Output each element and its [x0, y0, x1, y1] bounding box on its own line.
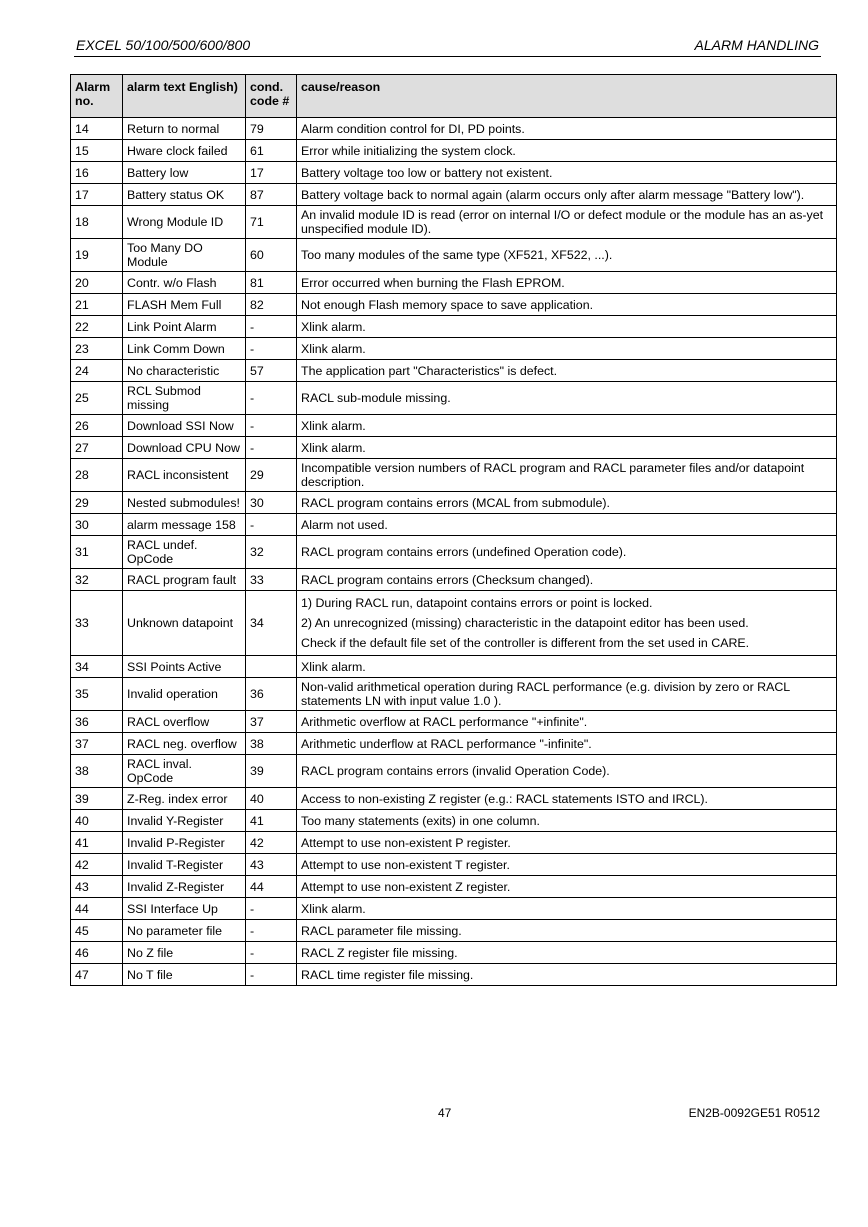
- cond-code-cell: 87: [246, 184, 297, 206]
- alarm-number-cell: 21: [71, 294, 123, 316]
- cause-cell: [297, 140, 837, 162]
- alarm-number-cell: 31: [71, 536, 123, 569]
- column-header-alarm-no: Alarm no.: [71, 75, 123, 118]
- cond-code-cell: 38: [246, 733, 297, 755]
- cond-code-cell: 32: [246, 536, 297, 569]
- alarm-number-cell: 15: [71, 140, 123, 162]
- table-row: [71, 338, 837, 360]
- table-row: [71, 569, 837, 591]
- alarm-number-cell: 32: [71, 569, 123, 591]
- table-row: [71, 942, 837, 964]
- table-row: [71, 898, 837, 920]
- alarm-number-cell: 14: [71, 118, 123, 140]
- cause-line: Xlink alarm.: [301, 341, 366, 356]
- cause-line: 1) During RACL run, datapoint contains errors or point is locked.: [301, 596, 653, 610]
- cause-line: Xlink alarm.: [301, 659, 366, 674]
- cond-code-cell: -: [246, 920, 297, 942]
- table-row: [71, 316, 837, 338]
- table-row: [71, 514, 837, 536]
- cond-code-cell: 82: [246, 294, 297, 316]
- cause-cell: [297, 656, 837, 678]
- cause-line: RACL program contains errors (undefined Operation code).: [301, 545, 627, 559]
- alarm-number-cell: 39: [71, 788, 123, 810]
- table-row: [71, 184, 837, 206]
- cause-cell: [297, 415, 837, 437]
- cause-line: 2) An unrecognized (missing) characteristic in the datapoint editor has been used.: [301, 616, 749, 630]
- table-row: [71, 118, 837, 140]
- alarm-text-cell: FLASH Mem Full: [123, 294, 246, 316]
- cond-code-cell: 30: [246, 492, 297, 514]
- alarm-number-cell: 28: [71, 459, 123, 492]
- alarm-text-cell: Battery status OK: [123, 184, 246, 206]
- cause-cell: [297, 536, 837, 569]
- cause-cell: [297, 964, 837, 986]
- table-row: [71, 678, 837, 711]
- cause-cell: [297, 184, 837, 206]
- cond-code-cell: 43: [246, 854, 297, 876]
- cond-code-cell: 79: [246, 118, 297, 140]
- table-header-row: [71, 75, 837, 118]
- cause-line: Attempt to use non-existent T register.: [301, 857, 510, 872]
- cause-line: Error occurred when burning the Flash EPROM.: [301, 275, 565, 290]
- table-row: [71, 536, 837, 569]
- alarm-number-cell: 30: [71, 514, 123, 536]
- cond-code-cell: 81: [246, 272, 297, 294]
- alarm-text-cell: Download CPU Now: [123, 437, 246, 459]
- cause-cell: [297, 942, 837, 964]
- alarm-text-cell: No characteristic: [123, 360, 246, 382]
- alarm-number-cell: 36: [71, 711, 123, 733]
- cause-line: Access to non-existing Z register (e.g.: RACL statements ISTO and IRCL).: [301, 791, 708, 806]
- alarm-text-cell: RACL program fault: [123, 569, 246, 591]
- cause-cell: [297, 514, 837, 536]
- alarm-text-cell: Battery low: [123, 162, 246, 184]
- alarm-number-cell: 37: [71, 733, 123, 755]
- table-row: [71, 920, 837, 942]
- cause-cell: [297, 162, 837, 184]
- cause-cell: [297, 437, 837, 459]
- alarm-text-cell: RACL neg. overflow: [123, 733, 246, 755]
- cause-line: Not enough Flash memory space to save application.: [301, 297, 594, 312]
- table-row: [71, 964, 837, 986]
- cause-cell: [297, 360, 837, 382]
- cause-line: Xlink alarm.: [301, 440, 366, 455]
- alarm-text-cell: No Z file: [123, 942, 246, 964]
- cond-code-cell: -: [246, 316, 297, 338]
- cause-cell: [297, 206, 837, 239]
- cond-code-cell: 61: [246, 140, 297, 162]
- alarm-text-cell: RACL undef. OpCode: [123, 536, 246, 569]
- table-row: [71, 360, 837, 382]
- cause-cell: [297, 920, 837, 942]
- header-product-title: EXCEL 50/100/500/600/800: [76, 37, 251, 53]
- cond-code-cell: -: [246, 898, 297, 920]
- cause-cell: [297, 755, 837, 788]
- alarm-number-cell: 47: [71, 964, 123, 986]
- cause-cell: [297, 459, 837, 492]
- cond-code-cell: 44: [246, 876, 297, 898]
- table-row: [71, 459, 837, 492]
- alarm-text-cell: alarm message 158: [123, 514, 246, 536]
- alarm-text-cell: Wrong Module ID: [123, 206, 246, 239]
- alarm-number-cell: 25: [71, 382, 123, 415]
- cause-cell: [297, 733, 837, 755]
- cond-code-cell: 34: [246, 591, 297, 656]
- table-row: [71, 656, 837, 678]
- cause-line: The application part "Characteristics" is defect.: [301, 363, 558, 378]
- alarm-number-cell: 20: [71, 272, 123, 294]
- alarm-text-cell: Too Many DO Module: [123, 239, 246, 272]
- alarm-number-cell: 23: [71, 338, 123, 360]
- alarm-text-cell: RACL overflow: [123, 711, 246, 733]
- table-row: [71, 832, 837, 854]
- table-row: [71, 810, 837, 832]
- alarm-number-cell: 27: [71, 437, 123, 459]
- cond-code-cell: 33: [246, 569, 297, 591]
- cond-code-cell: -: [246, 338, 297, 360]
- cause-cell: [297, 316, 837, 338]
- table-row: [71, 239, 837, 272]
- alarm-text-cell: Link Point Alarm: [123, 316, 246, 338]
- cause-cell: [297, 272, 837, 294]
- cond-code-cell: 60: [246, 239, 297, 272]
- table-row: [71, 711, 837, 733]
- cause-line: RACL program contains errors (Checksum changed).: [301, 572, 594, 587]
- alarm-text-cell: Nested submodules!: [123, 492, 246, 514]
- cause-cell: [297, 810, 837, 832]
- page-header: [74, 36, 821, 57]
- cause-line: Incompatible version numbers of RACL program and RACL parameter files and/or datapoint description.: [301, 461, 805, 489]
- alarm-number-cell: 46: [71, 942, 123, 964]
- cause-cell: [297, 118, 837, 140]
- cond-code-cell: -: [246, 942, 297, 964]
- cause-line: RACL parameter file missing.: [301, 923, 462, 938]
- alarm-number-cell: 42: [71, 854, 123, 876]
- cond-code-cell: -: [246, 964, 297, 986]
- alarm-text-cell: Contr. w/o Flash: [123, 272, 246, 294]
- cause-cell: [297, 569, 837, 591]
- cause-cell: [297, 492, 837, 514]
- cause-line: RACL sub-module missing.: [301, 391, 451, 405]
- alarm-number-cell: 45: [71, 920, 123, 942]
- cause-cell: [297, 294, 837, 316]
- cause-line: Alarm not used.: [301, 517, 388, 532]
- alarm-text-cell: No T file: [123, 964, 246, 986]
- cond-code-cell: 29: [246, 459, 297, 492]
- cond-code-cell: 41: [246, 810, 297, 832]
- alarm-number-cell: 34: [71, 656, 123, 678]
- cond-code-cell: 71: [246, 206, 297, 239]
- alarm-text-cell: Z-Reg. index error: [123, 788, 246, 810]
- cause-cell: [297, 711, 837, 733]
- cause-line: Xlink alarm.: [301, 901, 366, 916]
- cause-line: RACL Z register file missing.: [301, 945, 458, 960]
- alarm-number-cell: 19: [71, 239, 123, 272]
- alarm-text-cell: Download SSI Now: [123, 415, 246, 437]
- alarm-number-cell: 41: [71, 832, 123, 854]
- alarm-number-cell: 26: [71, 415, 123, 437]
- cond-code-cell: -: [246, 437, 297, 459]
- cond-code-cell: 42: [246, 832, 297, 854]
- alarm-number-cell: 44: [71, 898, 123, 920]
- table-row: [71, 415, 837, 437]
- alarm-number-cell: 38: [71, 755, 123, 788]
- cause-line: Arithmetic underflow at RACL performance "-infinite".: [301, 736, 592, 751]
- alarm-number-cell: 17: [71, 184, 123, 206]
- cause-line: Alarm condition control for DI, PD points.: [301, 121, 525, 136]
- alarm-number-cell: 33: [71, 591, 123, 656]
- cause-line: Attempt to use non-existent P register.: [301, 835, 511, 850]
- cond-code-cell: 40: [246, 788, 297, 810]
- cause-cell: [297, 788, 837, 810]
- alarm-text-cell: No parameter file: [123, 920, 246, 942]
- cause-line: RACL program contains errors (invalid Operation Code).: [301, 764, 610, 778]
- cond-code-cell: 39: [246, 755, 297, 788]
- table-row: [71, 272, 837, 294]
- table-body: [71, 118, 837, 986]
- alarm-number-cell: 18: [71, 206, 123, 239]
- column-header-cause: cause/reason: [297, 75, 837, 118]
- alarm-text-cell: SSI Points Active: [123, 656, 246, 678]
- cond-code-cell: 57: [246, 360, 297, 382]
- cause-cell: [297, 591, 837, 656]
- table-row: [71, 206, 837, 239]
- cause-line: Attempt to use non-existent Z register.: [301, 879, 511, 894]
- alarm-text-cell: Invalid T-Register: [123, 854, 246, 876]
- cond-code-cell: -: [246, 415, 297, 437]
- cause-line: Battery voltage back to normal again (alarm occurs only after alarm message "Battery low").: [301, 187, 805, 202]
- cond-code-cell: 36: [246, 678, 297, 711]
- cause-cell: [297, 678, 837, 711]
- table-row: [71, 382, 837, 415]
- page-number: 47: [438, 1106, 452, 1120]
- cause-line: An invalid module ID is read (error on internal I/O or defect module or the module has an as-yet unspecified module ID).: [301, 208, 824, 236]
- table-row: [71, 140, 837, 162]
- cause-cell: [297, 338, 837, 360]
- alarm-text-cell: Invalid Z-Register: [123, 876, 246, 898]
- alarm-table: [70, 74, 837, 986]
- column-header-cond-code: cond. code #: [246, 75, 297, 118]
- table-row: [71, 437, 837, 459]
- alarm-text-cell: Unknown datapoint: [123, 591, 246, 656]
- table-row: [71, 492, 837, 514]
- alarm-number-cell: 22: [71, 316, 123, 338]
- table-row: [71, 876, 837, 898]
- alarm-text-cell: Link Comm Down: [123, 338, 246, 360]
- cause-line: Too many modules of the same type (XF521, XF522, ...).: [301, 248, 613, 262]
- cond-code-cell: -: [246, 382, 297, 415]
- alarm-number-cell: 43: [71, 876, 123, 898]
- cause-cell: [297, 239, 837, 272]
- table-row: [71, 733, 837, 755]
- alarm-text-cell: Hware clock failed: [123, 140, 246, 162]
- cause-line: Error while initializing the system clock.: [301, 143, 516, 158]
- table-row: [71, 788, 837, 810]
- alarm-text-cell: Invalid operation: [123, 678, 246, 711]
- cause-line: Xlink alarm.: [301, 319, 366, 334]
- alarm-text-cell: Invalid P-Register: [123, 832, 246, 854]
- alarm-text-cell: RACL inval. OpCode: [123, 755, 246, 788]
- cause-line: Arithmetic overflow at RACL performance "+infinite".: [301, 714, 588, 729]
- alarm-text-cell: SSI Interface Up: [123, 898, 246, 920]
- table-row: [71, 755, 837, 788]
- cause-line: RACL program contains errors (MCAL from submodule).: [301, 495, 610, 510]
- cause-line: RACL time register file missing.: [301, 967, 474, 982]
- cause-line: Non-valid arithmetical operation during RACL performance (e.g. division by zero or RACL statements LN with input value 1.0 ).: [301, 680, 790, 708]
- table-row: [71, 294, 837, 316]
- cond-code-cell: -: [246, 514, 297, 536]
- column-header-alarm-text: alarm text English): [123, 75, 246, 118]
- alarm-text-cell: RCL Submod missing: [123, 382, 246, 415]
- cause-line: Xlink alarm.: [301, 418, 366, 433]
- cause-cell: [297, 832, 837, 854]
- alarm-number-cell: 16: [71, 162, 123, 184]
- document-id: EN2B-0092GE51 R0512: [688, 1106, 820, 1120]
- cause-cell: [297, 898, 837, 920]
- cause-line: Battery voltage too low or battery not existent.: [301, 165, 553, 180]
- alarm-number-cell: 40: [71, 810, 123, 832]
- table-row: [71, 591, 837, 656]
- cause-line: Check if the default file set of the controller is different from the set used in CARE.: [301, 636, 750, 650]
- alarm-text-cell: Return to normal: [123, 118, 246, 140]
- header-section-title: ALARM HANDLING: [694, 37, 819, 53]
- table-row: [71, 854, 837, 876]
- alarm-text-cell: Invalid Y-Register: [123, 810, 246, 832]
- cause-line: Too many statements (exits) in one column.: [301, 813, 540, 828]
- alarm-text-cell: RACL inconsistent: [123, 459, 246, 492]
- cond-code-cell: 17: [246, 162, 297, 184]
- cond-code-cell: 37: [246, 711, 297, 733]
- cause-cell: [297, 382, 837, 415]
- cause-cell: [297, 854, 837, 876]
- alarm-number-cell: 35: [71, 678, 123, 711]
- cond-code-cell: [246, 656, 297, 678]
- table-row: [71, 162, 837, 184]
- alarm-number-cell: 29: [71, 492, 123, 514]
- cause-cell: [297, 876, 837, 898]
- alarm-number-cell: 24: [71, 360, 123, 382]
